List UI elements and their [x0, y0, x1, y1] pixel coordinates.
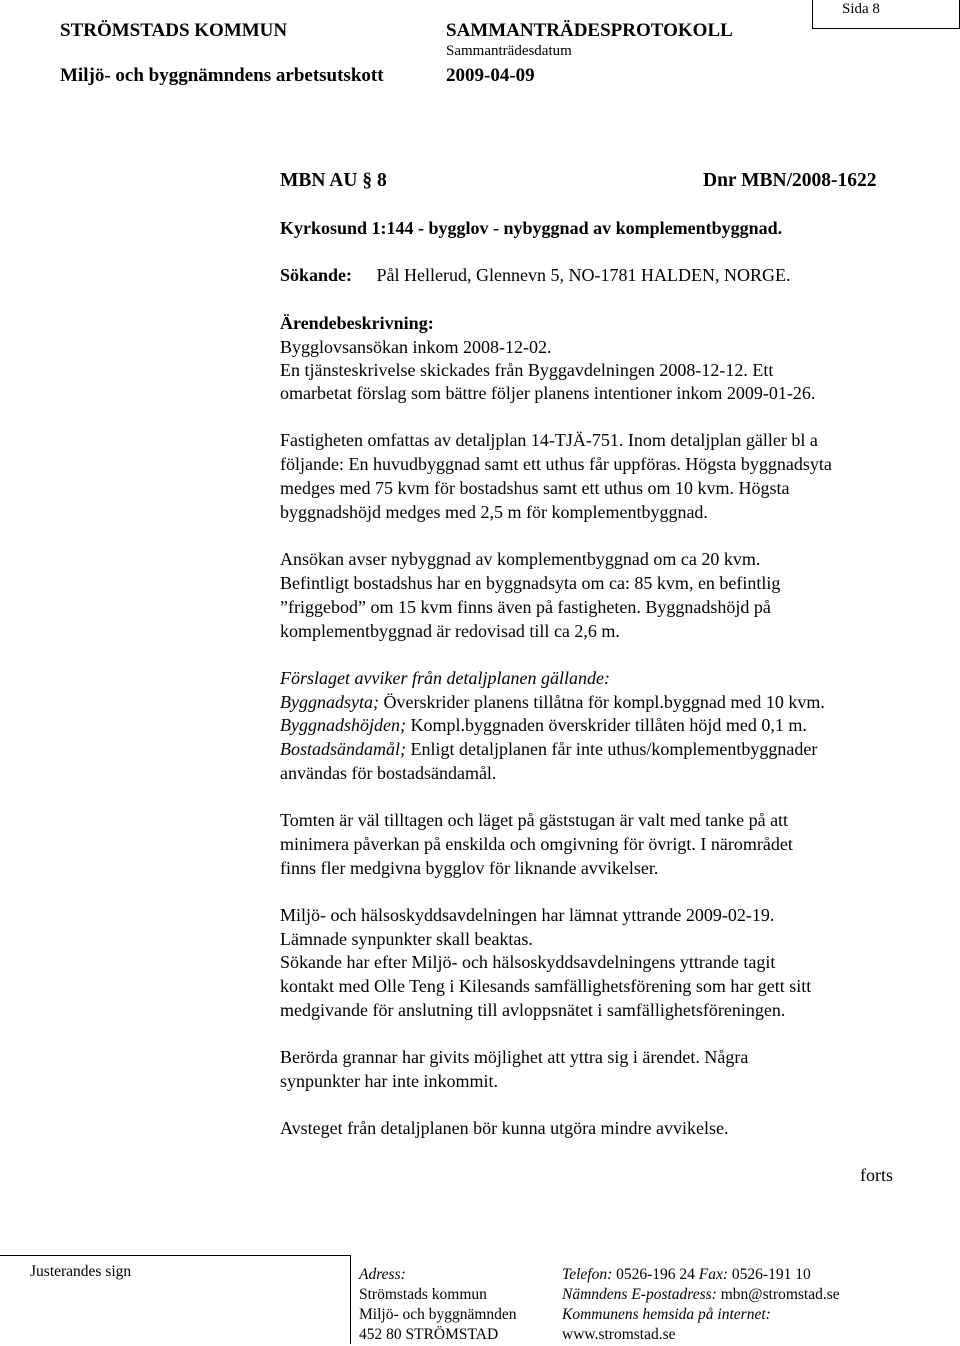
- text-line: Lämnade synpunkter skall beaktas.: [280, 929, 533, 949]
- text-line: Ansökan avser nybyggnad av komplementbyggnad om ca 20 kvm.: [280, 549, 761, 569]
- meeting-date: 2009-04-09: [446, 65, 535, 86]
- text-line: finns fler medgivna bygglov för liknande avvikelser.: [280, 858, 659, 878]
- email-address[interactable]: mbn@stromstad.se: [716, 1286, 840, 1303]
- fax-number: 0526-191 10: [728, 1266, 811, 1283]
- text-line: En tjänsteskrivelse skickades från Byggavdelningen 2008-12-12. Ett: [280, 360, 774, 380]
- deviation-text: Enligt detaljplanen får inte uthus/komplementbyggnader: [406, 739, 818, 759]
- deviation-heading: Förslaget avviker från detaljplanen gällande:: [280, 668, 610, 688]
- email-label: Nämndens E-postadress:: [562, 1286, 717, 1303]
- deviation-text: Kompl.byggnaden överskrider tillåten höjd med 0,1 m.: [405, 715, 807, 735]
- page-number-box: [812, 0, 960, 29]
- text-line: Miljö- och hälsoskyddsavdelningen har lämnat yttrande 2009-02-19.: [280, 905, 775, 925]
- document-type: SAMMANTRÄDESPROTOKOLL: [446, 20, 733, 41]
- text-line: medges med 75 kvm för bostadshus samt ett uthus om 10 kvm. Högsta: [280, 478, 790, 498]
- deviation-item: [280, 738, 817, 762]
- address-label: Adress:: [359, 1266, 406, 1283]
- text-line: minimera påverkan på enskilda och omgivning för övrigt. I närområdet: [280, 834, 793, 854]
- text-line: synpunkter har inte inkommit.: [280, 1071, 498, 1091]
- fax-label: Fax:: [698, 1266, 729, 1283]
- organization-name: STRÖMSTADS KOMMUN: [60, 20, 288, 41]
- text-line: Tomten är väl tilltagen och läget på gäststugan är valt med tanke på att: [280, 810, 789, 830]
- page-number: Sida 8: [842, 1, 880, 17]
- text-line: kontakt med Olle Teng i Kilesands samfällighetsförening som har gett sitt: [280, 976, 812, 996]
- continued-marker: forts: [860, 1165, 893, 1185]
- applicant-label: Sökande:: [280, 265, 353, 285]
- deviation-label: Byggnadshöjden;: [280, 715, 406, 735]
- text-line: Avsteget från detaljplanen bör kunna utgöra mindre avvikelse.: [280, 1118, 729, 1138]
- case-dnr: Dnr MBN/2008-1622: [703, 170, 877, 191]
- text-line: byggnadshöjd medges med 2,5 m för komplementbyggnad.: [280, 502, 708, 522]
- committee-name: Miljö- och byggnämndens arbetsutskott: [60, 65, 384, 86]
- description-heading: Ärendebeskrivning:: [280, 313, 434, 333]
- text-line: medgivande för anslutning till avloppsnätet i samfällighetsföreningen.: [280, 1000, 786, 1020]
- text-line: omarbetat förslag som bättre följer planens intentioner inkom 2009-01-26.: [280, 383, 816, 403]
- phone-label: Telefon:: [562, 1266, 613, 1283]
- phone-number: 0526-196 24: [612, 1266, 699, 1283]
- deviation-label: Bostadsändamål;: [280, 739, 406, 759]
- case-number: MBN AU § 8: [280, 170, 387, 191]
- signature-label: Justerandes sign: [30, 1263, 132, 1280]
- text-line: Befintligt bostadshus har en byggnadsyta om ca: 85 kvm, en befintlig: [280, 573, 781, 593]
- text-line: Fastigheten omfattas av detaljplan 14-TJÄ-751. Inom detaljplan gäller bl a: [280, 430, 818, 450]
- text-line: komplementbyggnad är redovisad till ca 2,6 m.: [280, 621, 620, 641]
- text-line: användas för bostadsändamål.: [280, 763, 497, 783]
- text-line: ”friggebod” om 15 kvm finns även på fastigheten. Byggnadshöjd på: [280, 597, 771, 617]
- text-line: Berörda grannar har givits möjlighet att yttra sig i ärendet. Några: [280, 1047, 749, 1067]
- deviation-text: Överskrider planens tillåtna för kompl.byggnad med 10 kvm.: [378, 692, 825, 712]
- email-line: [562, 1285, 840, 1306]
- address-line: Strömstads kommun: [359, 1286, 487, 1303]
- website-label: Kommunens hemsida på internet:: [562, 1306, 771, 1323]
- text-line: Bygglovsansökan inkom 2008-12-02.: [280, 337, 552, 357]
- deviation-item: [280, 691, 825, 715]
- applicant-line: [280, 264, 790, 288]
- text-line: Sökande har efter Miljö- och hälsoskyddsavdelningens yttrande tagit: [280, 952, 776, 972]
- text-line: följande: En huvudbyggnad samt ett uthus får uppföras. Högsta byggnadsyta: [280, 454, 832, 474]
- applicant-value: Pål Hellerud, Glennevn 5, NO-1781 HALDEN, NORGE.: [376, 265, 791, 285]
- address-line: Miljö- och byggnämnden: [359, 1306, 517, 1323]
- deviation-label: Byggnadsyta;: [280, 692, 379, 712]
- date-label: Sammanträdesdatum: [446, 43, 572, 59]
- case-title: Kyrkosund 1:144 - bygglov - nybyggnad av komplementbyggnad.: [280, 218, 783, 238]
- website-link[interactable]: www.stromstad.se: [562, 1326, 676, 1343]
- address-line: 452 80 STRÖMSTAD: [359, 1326, 499, 1343]
- phone-fax-line: [562, 1265, 811, 1286]
- deviation-item: [280, 714, 807, 738]
